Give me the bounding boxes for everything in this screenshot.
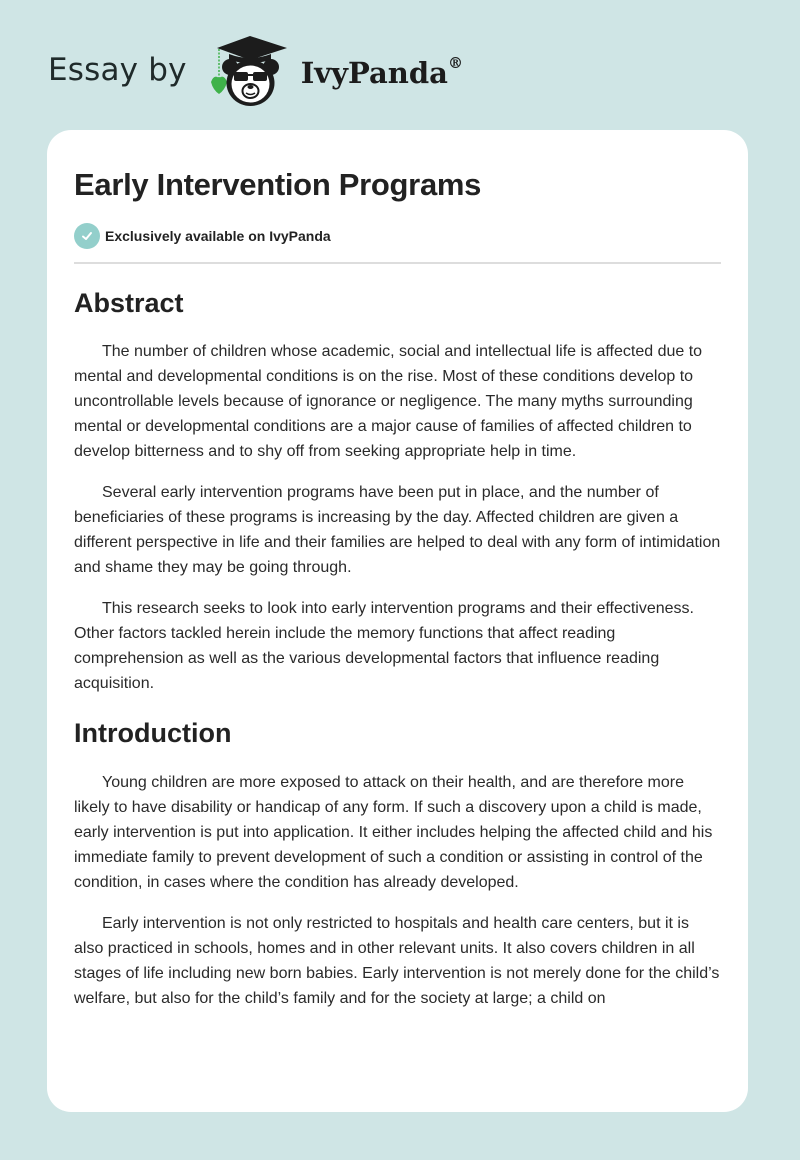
site-header xyxy=(48,34,463,110)
paragraph: Young children are more exposed to attack on their health, and are therefore more likely to have disability or handicap of any form. If such a discovery upon a child is made, early intervention is put into application. It either includes helping the affected child and his immediate family to prevent development of such a condition or assisting in control of the condition, in cases where the condition has already developed. xyxy=(74,774,713,891)
brand-text: IvyPanda xyxy=(300,56,448,90)
paragraph: Early intervention is not only restricted to hospitals and health care centers, but it is also practiced in schools, homes and in other relevant units. It also covers children in all stages of life including new born babies. Early intervention is not merely done for the child’s welfare, but also for the child’s family and for the society at large; a child on xyxy=(74,915,720,1007)
paragraph: This research seeks to look into early intervention programs and their effectiveness. Other factors tackled herein include the memory functions that affect reading comprehension as well as the various developmental factors that influence reading acquisition. xyxy=(74,600,694,692)
paragraph: The number of children whose academic, social and intellectual life is affected due to mental and developmental conditions is on the rise. Most of these conditions develop to uncontrollable levels because of ignorance or negligence. The many myths surrounding mental or developmental conditions are a major cause of families of affected children to develop bitterness and to shy off from seeking appropriate help in time. xyxy=(74,343,703,460)
panda-graduation-cap-logo-icon[interactable] xyxy=(205,34,295,110)
section-introduction xyxy=(74,718,721,1011)
essay-by-label: Essay by xyxy=(48,52,187,88)
exclusive-badge xyxy=(74,223,721,249)
check-circle-icon xyxy=(74,223,100,249)
title-divider xyxy=(74,262,721,264)
section-abstract xyxy=(74,288,721,696)
section-heading: Abstract xyxy=(74,288,184,318)
exclusive-badge-text: Exclusively available on IvyPanda xyxy=(105,228,331,244)
brand-name[interactable] xyxy=(301,56,463,90)
registered-mark: ® xyxy=(447,54,463,72)
page-title: Early Intervention Programs xyxy=(74,167,482,202)
essay-card xyxy=(47,130,748,1112)
paragraph: Several early intervention programs have been put in place, and the number of beneficiaries of these programs is increasing by the day. Affected children are given a different perspective in life and their families are helped to deal with any form of intimidation and shame they may be going through. xyxy=(74,484,721,576)
section-heading: Introduction xyxy=(74,718,232,748)
